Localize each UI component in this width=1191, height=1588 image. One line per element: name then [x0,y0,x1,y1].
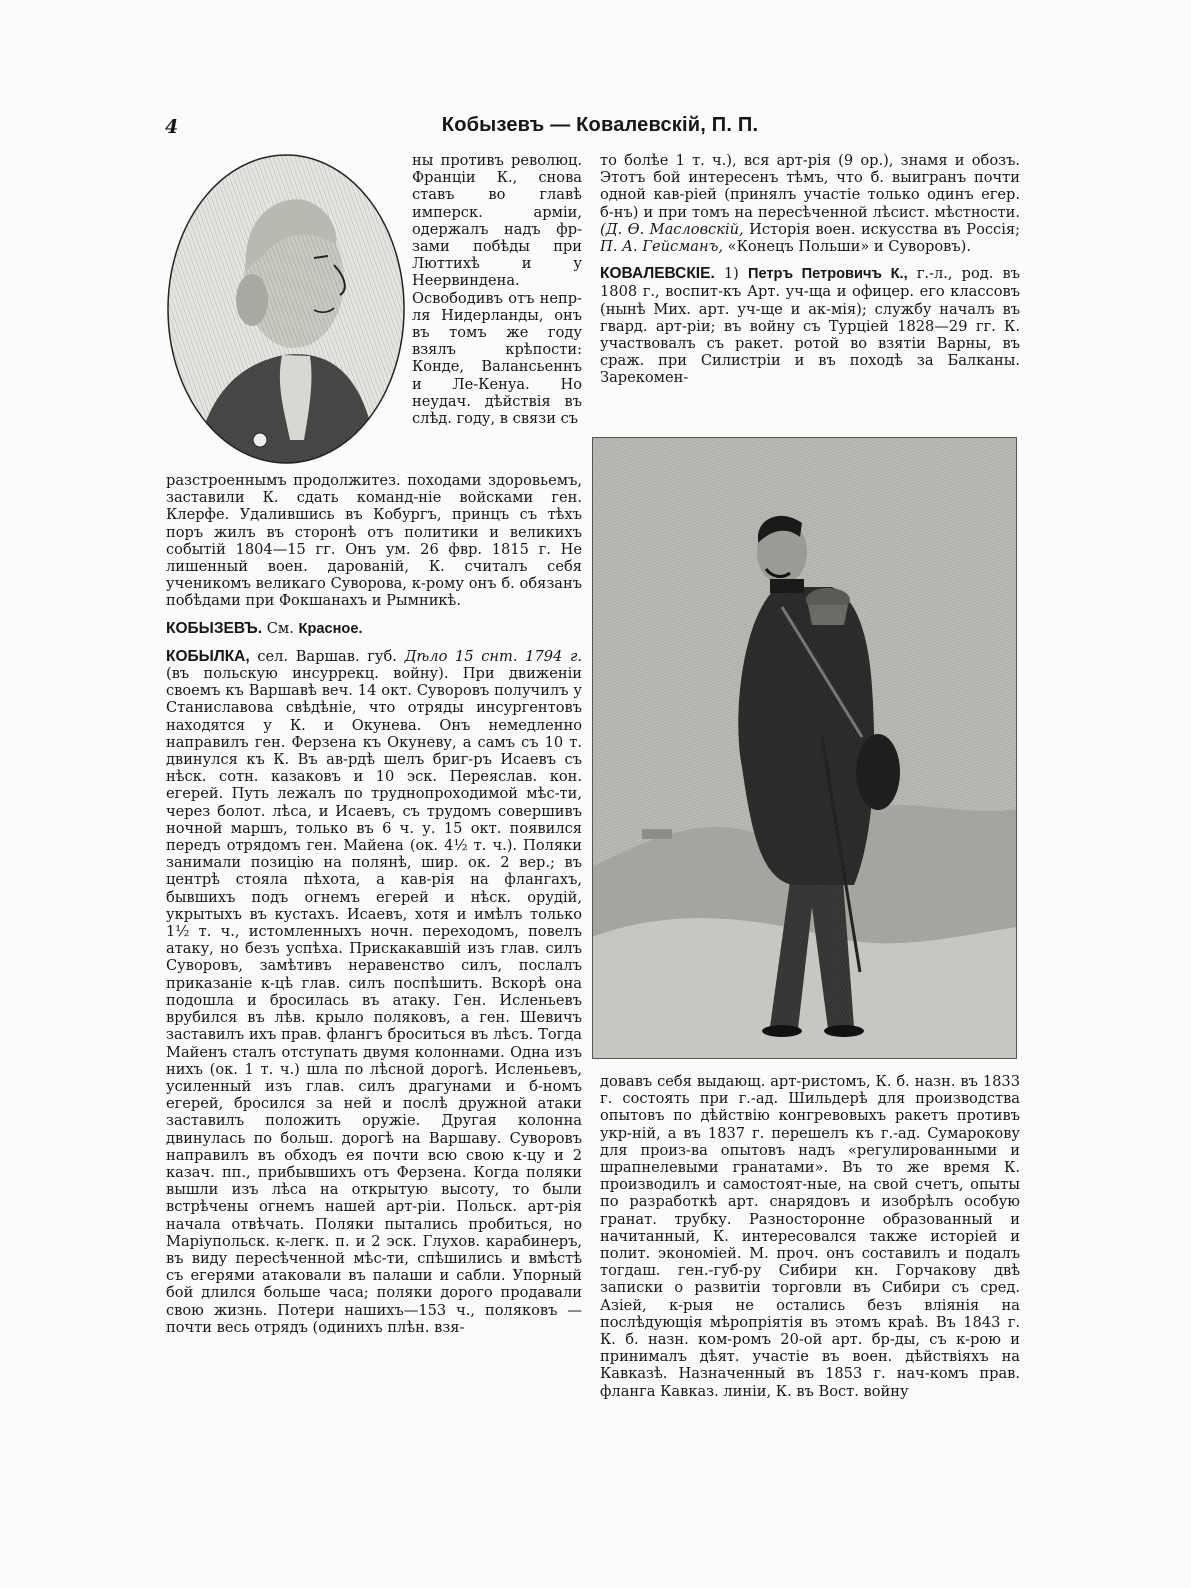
entry-term: КОБЫЛКА, [166,647,250,665]
entry-text: (въ польскую инсуррекц. войну). При движеніи своемъ къ Варшавѣ веч. 14 окт. Суворовъ получилъ у Станиславова свѣдѣніе, что отряды инсургентовъ находятся у К. и Окунева. Онъ немедленно направилъ ген. Ферзена къ Окуневу, а самъ съ 10 т. двинулся къ К. Въ ав-рдѣ шелъ бриг-ръ Исаевъ съ нѣск. сотн. казаковъ и 10 эск. Переяслав. кон. егерей. Путь лежалъ по труднопроходимой мѣс-ти, через болот. лѣса, и Исаевъ, съ трудомъ совершивъ ночной маршъ, только въ 6 ч. у. 15 окт. появился передъ отрядомъ ген. Майена (ок. 4½ т. ч.). Поляки занимали позицію на полянѣ, шир. ок. 2 вер.; въ центрѣ стояла пѣхота, а кав-рія на флангахъ, бывшихъ подъ огнемъ егерей и нѣск. орудій, укрытыхъ въ кустахъ. Исаевъ, хотя и имѣлъ только 1½ т. ч., истомленныхъ ночн. переходомъ, повелъ атаку, но безъ успѣха. Прискакавшій изъ глав. силъ Суворовъ, замѣтивъ неравенство силъ, послалъ приказаніе к-цѣ глав. силъ поспѣшить. Вскорѣ она подошла и бросилась въ атаку. Ген. Исленьевъ врубился въ лѣв. крыло поляковъ, а ген. Шевичъ заставилъ ихъ прав. флангъ броситься въ лѣсъ. Тогда Майенъ сталъ отступать двумя колоннами. Одна изъ нихъ (ок. 1 т. ч.) шла по лѣсной дорогѣ. Исленьевъ, усиленный изъ глав. силъ драгунами и б-номъ егерей, бросился за ней и послѣ дружной атаки заставилъ положить оружіе. Другая колонна двинулась по больш. дорогѣ на Варшаву. Суворовъ направилъ въ обходъ ея почти всю свою к-цу и 2 казач. пп., прибывшихъ отъ Ферзена. Когда поляки вышли изъ лѣса на открытую высоту, то были встрѣчены огнемъ нашей арт-ріи. Польск. арт-рія начала отвѣчать. Поляки пытались пробиться, но Маріупольск. к-легк. п. и 2 эск. Глухов. карабинеръ, въ виду пересѣченной мѣс-ти, спѣшились и вмѣстѣ съ егерями атаковали въ палаши и сабли. Упорный бой длился больше часа; поляки дорого продавали свою жизнь. Потери нашихъ—153 ч., поляковъ —почти весь отрядъ (одинихъ плѣн. взя- [166,665,582,1336]
ref-author: (Д. Ѳ. Масловскій, [600,220,744,238]
text-run: то болѣе 1 т. ч.), вся арт-рія (9 ор.), знамя и обозъ. Этотъ бой интересенъ тѣмъ, что б. выигранъ почти одной кав-ріей (принялъ участіе только одинъ егер. б-нъ) и при томъ на пересѣченной лѣсист. мѣстности. [600,152,1020,221]
ref-author: П. А. Гейсманъ, [600,238,723,256]
page-number: 4 [165,116,179,138]
entry-kobylka [166,648,582,1336]
entry-term: КОБЫЗЕВЪ. [166,619,263,637]
column-1 [166,472,582,1336]
ref-title: «Конецъ Польши» и Суворовъ). [727,238,971,256]
entry-term: КОВАЛЕВСКІЕ. [600,265,715,283]
officer-portrait-plate [592,437,1017,1059]
text-block: разстроеннымъ продолжитез. походами здоровьемъ, заставили К. сдать команд-ніе войсками ген. Клерфе. Удалившись въ Кобургъ, принцъ съ тѣхъ поръ жилъ въ сторонѣ отъ политики и великихъ событій 1804—15 гг. Онъ ум. 26 фвр. 1815 г. Не лишенный воен. дарованій, К. считалъ себя ученикомъ великаго Суворова, к-рому онъ б. обязанъ побѣдами при Фокшанахъ и Рымникѣ. [166,472,582,610]
entry-text: г.-л., род. въ 1808 г., воспит-къ Арт. уч-ща и офицер. его классовъ (нынѣ Мих. арт. уч-ще и ак-мія); службу началъ въ гвард. арт-ріи; въ войну съ Турціей 1828—29 гг. К. участвовалъ съ ракет. ротой во взятіи Варны, въ сраж. при Силистріи и въ походѣ за Балканы. Зарекомен- [600,265,1021,387]
ref-title: Исторія воен. искусства въ Россія; [749,220,1020,238]
text-block: ны противъ революц. Франціи К., снова ставъ во главѣ имперск. арміи, одержалъ надъ фр-зами побѣды при Люттихѣ и у Неервиндена. Освободивъ отъ непр-ля Нидерланды, онъ въ томъ же году взялъ крѣпости: Конде, Валансьеннъ и Ле-Кенуа. Но неудач. дѣйствія въ слѣд. году, в связи съ [412,152,582,428]
column-1-top-text [412,152,582,427]
see-text: См. [266,619,294,637]
entry-ref: Дѣло 15 снт. 1794 г. [404,647,582,665]
person-name: Петръ Петровичъ К., [747,266,908,283]
portrait-engraving [164,150,407,468]
cross-reference: Красное. [298,620,363,637]
entry-number: 1) [723,265,739,283]
entry-kobyzev [166,620,582,638]
text-block [600,152,1020,255]
column-2-bottom [600,1073,1020,1400]
entry-kovalevskie [600,265,1020,386]
entry-lead: сел. Варшав. губ. [257,647,397,665]
running-head: Кобызевъ — Ковалевскій, П. П. [441,114,759,136]
text-block: довавъ себя выдающ. арт-ристомъ, К. б. назн. въ 1833 г. состоять при г.-ад. Шильдерѣ для производства опытовъ по дѣйствію конгревовыхъ ракетъ противъ укр-ній, а въ 1837 г. перешелъ къ г.-ад. Сумарокову для произ-ва опытовъ надъ «регулированными и шрапнелевыми гранатами». Въ то же время К. производилъ и самостоят-ные, на свой счетъ, опыты по разработкѣ арт. снарядовъ и изобрѣлъ особую гранат. трубку. Разносторонне образованный и начитанный, К. интересовался также исторіей и полит. экономіей. М. проч. онъ составилъ и подалъ тогдаш. ген.-губ-ру Сибири кн. Горчакову двѣ записки о развитіи торговли въ Сибири съ сред. Азіей, к-рыя не остались безъ вліянія на послѣдующія мѣропріятія въ этомъ краѣ. Въ 1843 г. К. б. назн. ком-ромъ 20-ой арт. бр-ды, съ к-рою и принималъ дѣят. участіе въ воен. дѣйствіяхъ на Кавказѣ. Назначенный въ 1853 г. нач-комъ прав. фланга Кавказ. линіи, К. въ Вост. войну [600,1073,1020,1400]
column-2-top [600,152,1020,387]
